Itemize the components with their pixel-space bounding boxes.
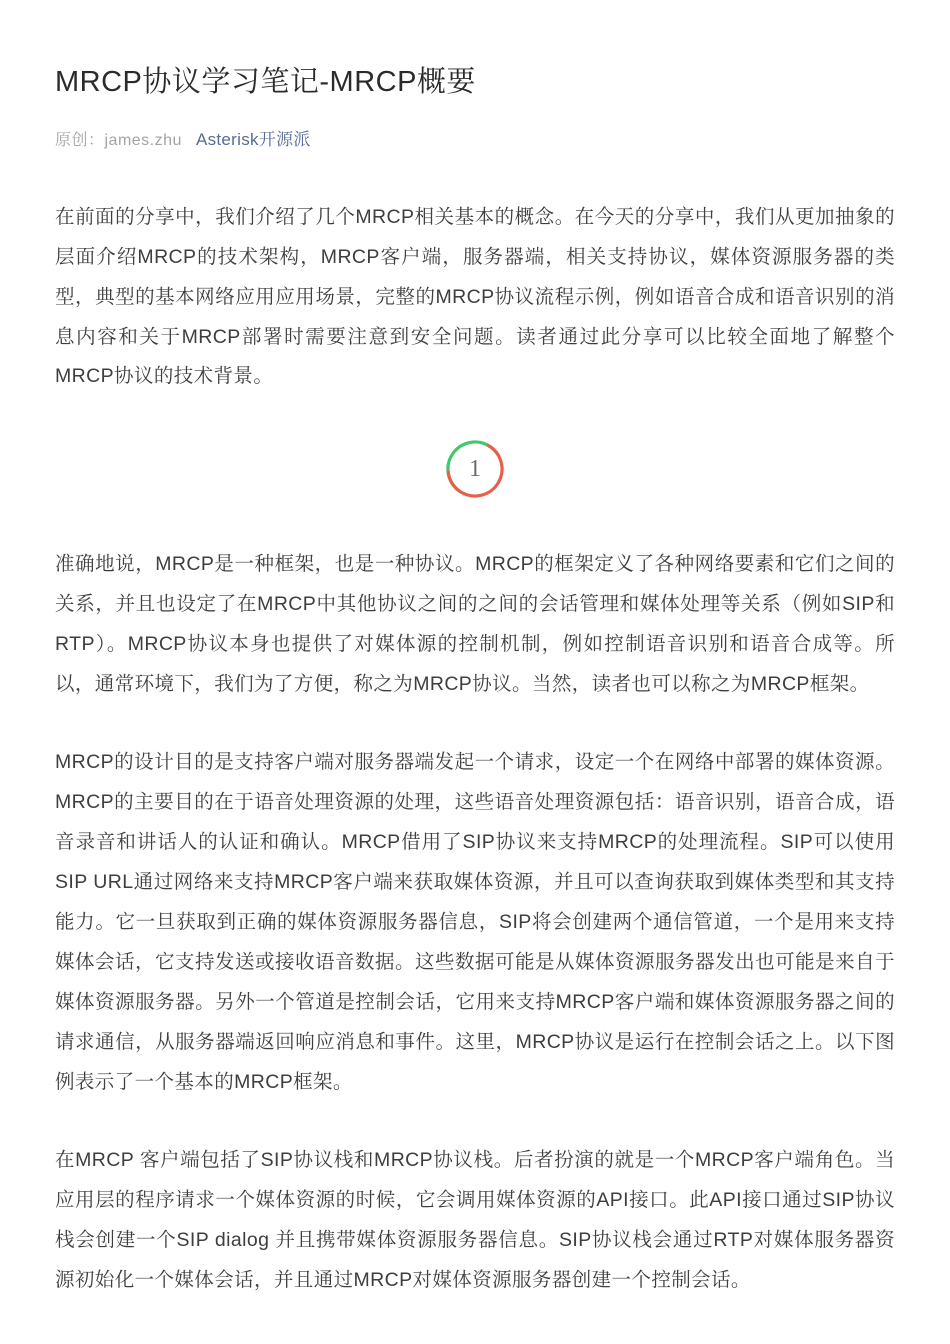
byline-author: 原创：james.zhu [55, 131, 182, 149]
section-marker [55, 435, 895, 503]
body-paragraph: MRCP的设计目的是支持客户端对服务器端发起一个请求，设定一个在网络中部署的媒体资源。MRCP的主要目的在于语音处理资源的处理，这些语音处理资源包括：语音识别，语音合成，语音录音和讲话人的认证和确认。MRCP借用了SIP协议来支持MRCP的处理流程。SIP可以使用SIP URL通过网络来支持MRCP客户端来获取媒体资源，并且可以查询获取到媒体类型和其支持能力。它一旦获取到正确的媒体资源服务器信息，SIP将会创建两个通信管道，一个是用来支持媒体会话，它支持发送或接收语音数据。这些数据可能是从媒体资源服务器发出也可能是来自于媒体资源服务器。另外一个管道是控制会话，它用来支持MRCP客户端和媒体资源服务器之间的请求通信，从服务器端返回响应消息和事件。这里，MRCP协议是运行在控制会话之上。以下图例表示了一个基本的MRCP框架。 [55, 751, 895, 1094]
byline-account-link[interactable]: Asterisk开源派 [195, 129, 311, 149]
intro-paragraph: 在前面的分享中，我们介绍了几个MRCP相关基本的概念。在今天的分享中，我们从更加抽象的层面介绍MRCP的技术架构，MRCP客户端，服务器端，相关支持协议，媒体资源服务器的类型，典型的基本网络应用应用场景，完整的MRCP协议流程示例，例如语音合成和语音识别的消息内容和关于MRCP部署时需要注意到安全问题。读者通过此分享可以比较全面地了解整个MRCP协议的技术背景。 [55, 205, 895, 388]
section-marker-number: 1 [469, 455, 481, 482]
body-paragraph: 准确地说，MRCP是一种框架，也是一种协议。MRCP的框架定义了各种网络要素和它们之间的关系，并且也设定了在MRCP中其他协议之间的之间的会话管理和媒体处理等关系（例如SIP和RTP）。MRCP协议本身也提供了对媒体源的控制机制，例如控制语音识别和语音合成等。所以，通常环境下，我们为了方便，称之为MRCP协议。当然，读者也可以称之为MRCP框架。 [55, 553, 895, 696]
page-title: MRCP协议学习笔记-MRCP概要 [55, 66, 476, 98]
byline [55, 125, 895, 150]
body-paragraph: 在MRCP 客户端包括了SIP协议栈和MRCP协议栈。后者扮演的就是一个MRCP客户端角色。当应用层的程序请求一个媒体资源的时候，它会调用媒体资源的API接口。此API接口通过SIP协议栈会创建一个SIP dialog 并且携带媒体资源服务器信息。SIP协议栈会通过RTP对媒体服务器资源初始化一个媒体会话，并且通过MRCP对媒体资源服务器创建一个控制会话。 [55, 1149, 895, 1291]
